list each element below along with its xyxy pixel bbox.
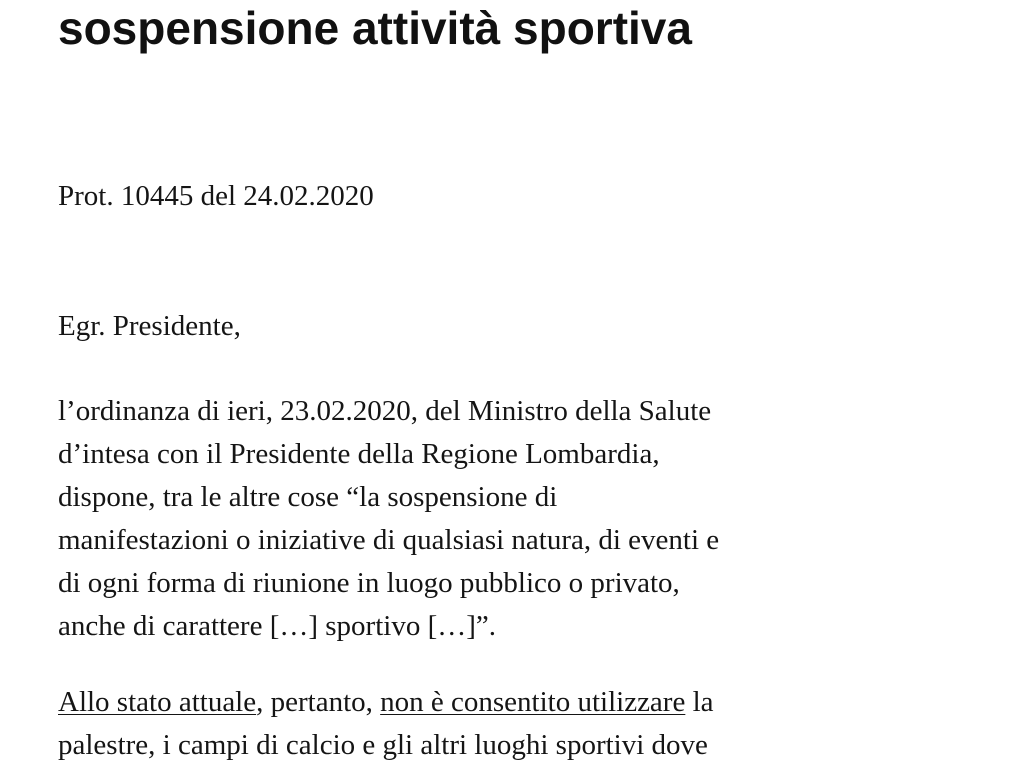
underlined-phrase: non è consentito utilizzare	[380, 686, 686, 718]
paragraph-line: di ogni forma di riunione in luogo pubblico o privato,	[58, 567, 680, 599]
underlined-phrase: Allo stato attuale	[58, 686, 257, 718]
text-segment: la	[685, 686, 714, 718]
text-segment: , pertanto,	[256, 686, 381, 718]
salutation: Egr. Presidente,	[58, 310, 241, 342]
paragraph-line: d’intesa con il Presidente della Regione Lombardia,	[58, 438, 660, 470]
protocol-number: Prot. 10445 del 24.02.2020	[58, 180, 374, 212]
paragraph-line	[58, 681, 1018, 724]
paragraph-line: manifestazioni o iniziative di qualsiasi natura, di eventi e	[58, 524, 720, 556]
paragraph-line: l’ordinanza di ieri, 23.02.2020, del Ministro della Salute	[58, 395, 712, 427]
paragraph-current-status	[58, 681, 1018, 767]
document-title: sospensione attività sportiva	[58, 2, 692, 54]
paragraph-line: palestre, i campi di calcio e gli altri luoghi sportivi dove	[58, 729, 708, 761]
paragraph-line: anche di carattere […] sportivo […]”.	[58, 610, 497, 642]
paragraph-ordinance	[58, 390, 1018, 648]
paragraph-line: dispone, tra le altre cose “la sospensione di	[58, 481, 558, 513]
